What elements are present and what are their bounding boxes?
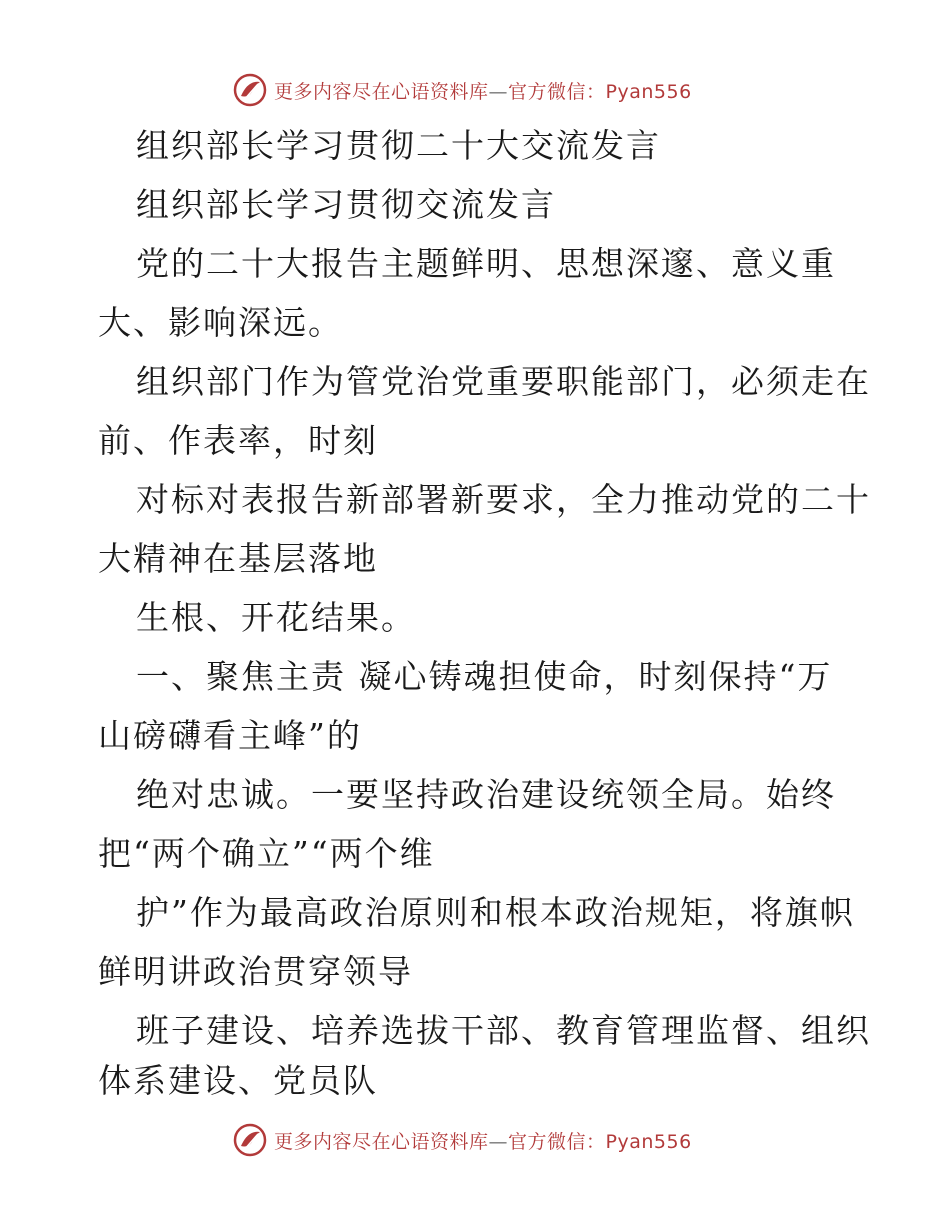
banner-official: 官方微信：	[508, 1130, 606, 1153]
footer-banner	[232, 1120, 692, 1160]
paragraph-line: 大、影响深远。	[98, 303, 343, 342]
banner-official: 官方微信：	[508, 80, 606, 103]
doc-subtitle: 组织部长学习贯彻交流发言	[136, 185, 556, 224]
paragraph-line: 山磅礴看主峰”的	[98, 716, 362, 755]
paragraph-line: 党的二十大报告主题鲜明、思想深邃、意义重	[136, 244, 836, 283]
banner-brand: 更多内容尽在心语资料库	[274, 1130, 489, 1153]
paragraph-line: 绝对忠诚。一要坚持政治建设统领全局。始终	[136, 775, 836, 814]
banner-wechat-id: Pyan556	[605, 1130, 692, 1153]
paragraph-line: 把“两个确立”“两个维	[98, 834, 435, 873]
section-heading: 一、聚焦主责 凝心铸魂担使命，时刻保持“万	[136, 657, 833, 696]
header-banner	[232, 70, 692, 110]
paragraph-line: 班子建设、培养选拔干部、教育管理监督、组织	[136, 1011, 871, 1050]
paragraph-line: 对标对表报告新部署新要求，全力推动党的二十	[136, 480, 871, 519]
paragraph-line: 护”作为最高政治原则和根本政治规矩，将旗帜	[136, 893, 855, 932]
paragraph-line: 大精神在基层落地	[98, 539, 378, 578]
banner-wechat-id: Pyan556	[605, 80, 692, 103]
paragraph-line: 前、作表率，时刻	[98, 421, 378, 460]
logo-icon	[232, 72, 268, 108]
paragraph-line: 生根、开花结果。	[136, 598, 416, 637]
banner-brand: 更多内容尽在心语资料库	[274, 80, 489, 103]
banner-text	[274, 1127, 692, 1154]
doc-title: 组织部长学习贯彻二十大交流发言	[136, 126, 661, 165]
paragraph-line: 体系建设、党员队	[98, 1061, 378, 1100]
logo-icon	[232, 1122, 268, 1158]
banner-dash: —	[488, 80, 509, 103]
banner-dash: —	[488, 1130, 509, 1153]
paragraph-line: 鲜明讲政治贯穿领导	[98, 952, 413, 991]
paragraph-line: 组织部门作为管党治党重要职能部门，必须走在	[136, 362, 871, 401]
banner-text	[274, 77, 692, 104]
